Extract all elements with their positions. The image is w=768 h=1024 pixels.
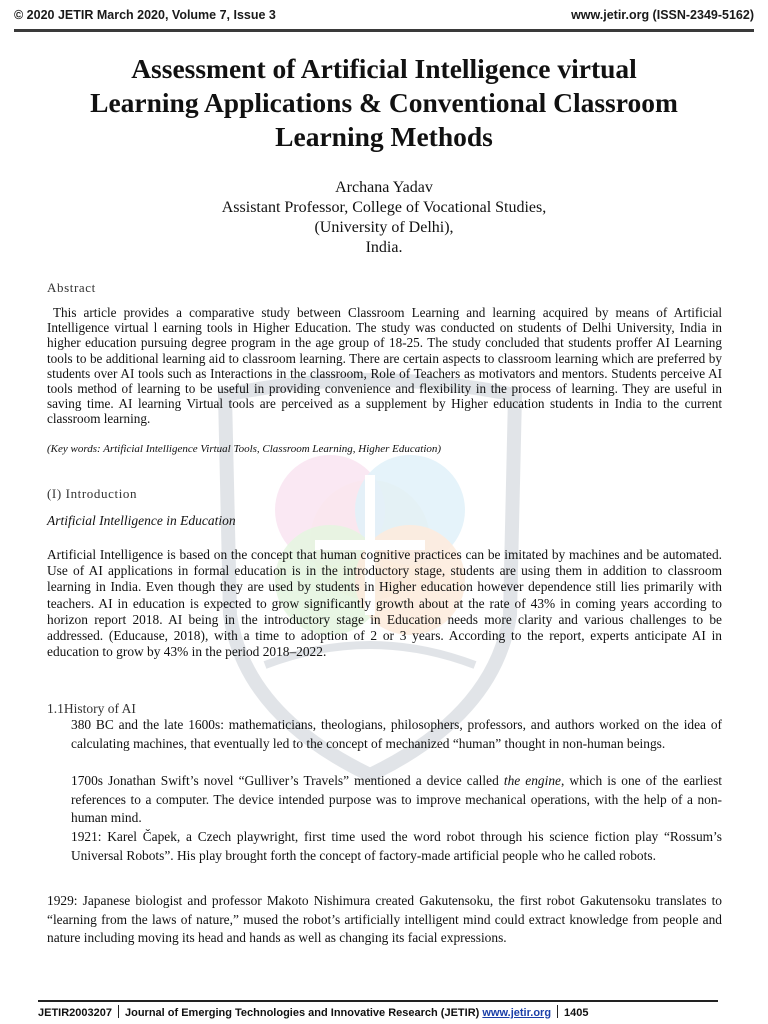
footer-page-number: 1405	[564, 1007, 589, 1019]
footer-article-id: JETIR2003207	[38, 1007, 112, 1019]
introduction-body: Artificial Intelligence is based on the concept that human cognitive practices can be imitated by machines and be automated. Use of AI applications in formal education is in the introductory stage, students are using them in addition to classroom learning in India. Even though they are used by students in Higher education however dependence still lies primarily with teachers. AI in education is expected to grow significantly growth about at the rate of 43% in coming years according to horizon report 2018. AI being in the introductory stage in Education needs more clarity and various challenges to be addressed. (Educause, 2018), with a time to adoption of 2 or 3 years. According to the report, experts anticipate AI in education to grow by 43% in the period 2018–2022.	[47, 547, 722, 660]
author-block	[30, 178, 738, 258]
running-footer	[38, 1000, 718, 1020]
history-heading: 1.1History of AI	[47, 701, 136, 716]
footer-row	[38, 1005, 589, 1019]
paper-title	[30, 52, 738, 154]
introduction-heading: (I) Introduction	[47, 486, 138, 501]
footer-separator	[118, 1005, 119, 1018]
history-entry-1700s-prefix: 1700s Jonathan Swift’s novel “Gulliver’s Travels” mentioned a device called	[71, 773, 504, 788]
history-entry-1700s	[71, 772, 722, 828]
title-line: Learning Methods	[275, 121, 493, 152]
history-entry-1921: 1921: Karel Čapek, a Czech playwright, first time used the word robot through his science fiction play “Rossum’s Universal Robots”. His play brought forth the concept of factory-made artificial people who he called robots.	[71, 829, 722, 863]
history-entry-1929: 1929: Japanese biologist and professor Makoto Nishimura created Gakutensoku, the first robot Gakutensoku translates to “learning from the laws of nature,” mused the robot’s artificially intelligent mind could extract knowledge from people and nature including moving its head and hands as well as changing its facial expressions.	[47, 893, 722, 946]
footer-separator	[557, 1005, 558, 1018]
abstract-heading: Abstract	[47, 280, 96, 295]
title-line: Learning Applications & Conventional Classroom	[90, 87, 678, 118]
abstract-text: This article provides a comparative study between Classroom Learning and learning acquired by means of Artificial Intelligence virtual l earning tools in Higher Education. The study was conducted on students of Delhi University, India in higher education pursuing degree program in the age group of 18-25. The study concluded that students proffer AI Learning tools to be additional learning aid to classroom learning. There are certain aspects to classroom learning which are preferred by students over AI tools such as Interactions in the classroom, Role of Teachers as motivators and mentors. Students perceive AI tools method of learning to be useful in providing convenience and flexibility in the process of learning. They are useful in saving time. AI learning Virtual tools are perceived as a supplement by Higher education students in India to the current classroom learning.	[47, 305, 722, 427]
title-line: Assessment of Artificial Intelligence virtual	[131, 53, 637, 84]
abstract-body	[47, 305, 722, 427]
history-entry-1700s-suffix: , which is one of the earliest references to a computer. The device intended purpose was to improve mechanical operations, with the help of a non-human mind.	[71, 773, 722, 826]
author-country: India.	[365, 239, 403, 256]
keywords: (Key words: Artificial Intelligence Virtual Tools, Classroom Learning, Higher Education)	[47, 443, 442, 455]
header-website: www.jetir.org (ISSN-2349-5162)	[571, 8, 754, 22]
footer-rule	[38, 1000, 718, 1002]
running-header	[14, 8, 754, 26]
footer-website-link[interactable]: www.jetir.org	[482, 1007, 552, 1019]
header-rule	[14, 29, 754, 32]
footer-journal-name: Journal of Emerging Technologies and Innovative Research (JETIR)	[125, 1007, 480, 1019]
header-citation: © 2020 JETIR March 2020, Volume 7, Issue 3	[14, 8, 276, 22]
subsection-heading: Artificial Intelligence in Education	[47, 513, 236, 528]
author-university: (University of Delhi),	[314, 219, 454, 236]
author-name: Archana Yadav	[335, 179, 433, 196]
history-entry-1700s-emphasis: the engine	[503, 773, 561, 788]
author-position: Assistant Professor, College of Vocational Studies,	[221, 199, 547, 216]
history-entry-380bc: 380 BC and the late 1600s: mathematicians, theologians, philosophers, professors, and authors worked on the idea of calculating machines, that eventually led to the concept of mechanized “human” thought in non-human beings.	[71, 717, 722, 751]
